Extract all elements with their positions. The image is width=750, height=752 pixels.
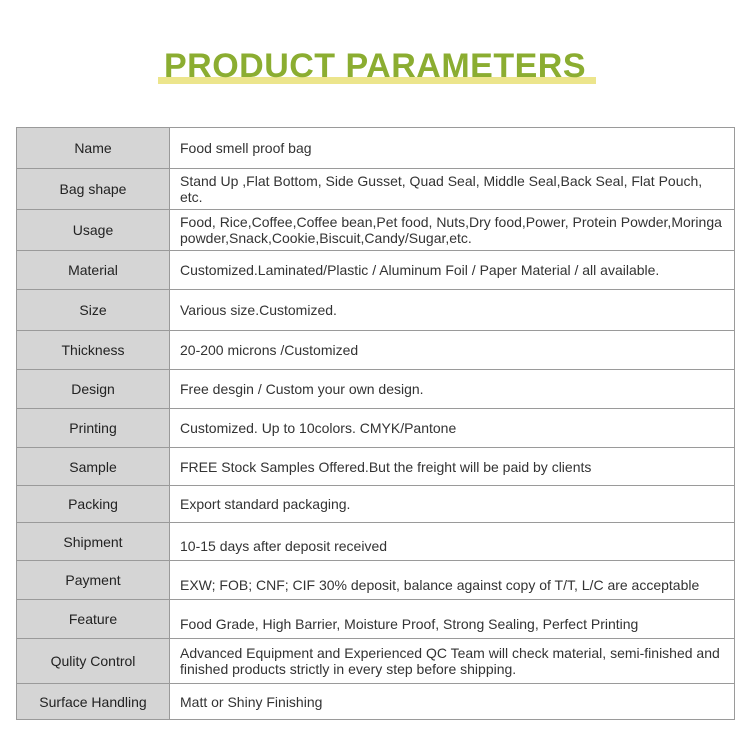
row-value: FREE Stock Samples Offered.But the freight will be paid by clients [170, 448, 735, 486]
row-label: Surface Handling [17, 684, 170, 720]
row-value: Various size.Customized. [170, 290, 735, 331]
row-value: 20-200 microns /Customized [170, 331, 735, 370]
table-row [17, 169, 735, 210]
row-label: Material [17, 251, 170, 290]
table-row [17, 370, 735, 409]
row-value: EXW; FOB; CNF; CIF 30% deposit, balance against copy of T/T, L/C are acceptable [170, 561, 735, 600]
row-value: Customized. Up to 10colors. CMYK/Pantone [170, 409, 735, 448]
table-row [17, 128, 735, 169]
table-row [17, 486, 735, 523]
row-label: Bag shape [17, 169, 170, 210]
row-value: Customized.Laminated/Plastic / Aluminum Foil / Paper Material / all available. [170, 251, 735, 290]
table-row [17, 290, 735, 331]
row-label: Thickness [17, 331, 170, 370]
table-row [17, 448, 735, 486]
row-label: Qulity Control [17, 639, 170, 684]
row-value: Food Grade, High Barrier, Moisture Proof, Strong Sealing, Perfect Printing [170, 600, 735, 639]
row-value: Advanced Equipment and Experienced QC Team will check material, semi-finished and finished products strictly in every step before shipping. [170, 639, 735, 684]
table-row [17, 523, 735, 561]
row-label: Packing [17, 486, 170, 523]
table-row [17, 684, 735, 720]
row-label: Usage [17, 210, 170, 251]
row-value: Food smell proof bag [170, 128, 735, 169]
row-value: Matt or Shiny Finishing [170, 684, 735, 720]
row-label: Design [17, 370, 170, 409]
row-label: Printing [17, 409, 170, 448]
title-area [0, 44, 750, 88]
row-value: 10-15 days after deposit received [170, 523, 735, 561]
table-row [17, 600, 735, 639]
page-title: PRODUCT PARAMETERS [163, 47, 587, 85]
table-row [17, 561, 735, 600]
row-value: Food, Rice,Coffee,Coffee bean,Pet food, Nuts,Dry food,Power, Protein Powder,Moringa powder,Snack,Cookie,Biscuit,Candy/Sugar,etc. [170, 210, 735, 251]
row-label: Size [17, 290, 170, 331]
row-value: Stand Up ,Flat Bottom, Side Gusset, Quad Seal, Middle Seal,Back Seal, Flat Pouch, etc. [170, 169, 735, 210]
row-label: Feature [17, 600, 170, 639]
row-value: Export standard packaging. [170, 486, 735, 523]
table-row [17, 251, 735, 290]
table-row [17, 409, 735, 448]
table-row [17, 210, 735, 251]
parameters-table [16, 127, 735, 720]
row-label: Name [17, 128, 170, 169]
row-label: Sample [17, 448, 170, 486]
row-value: Free desgin / Custom your own design. [170, 370, 735, 409]
table-row [17, 331, 735, 370]
row-label: Payment [17, 561, 170, 600]
row-label: Shipment [17, 523, 170, 561]
table-row [17, 639, 735, 684]
